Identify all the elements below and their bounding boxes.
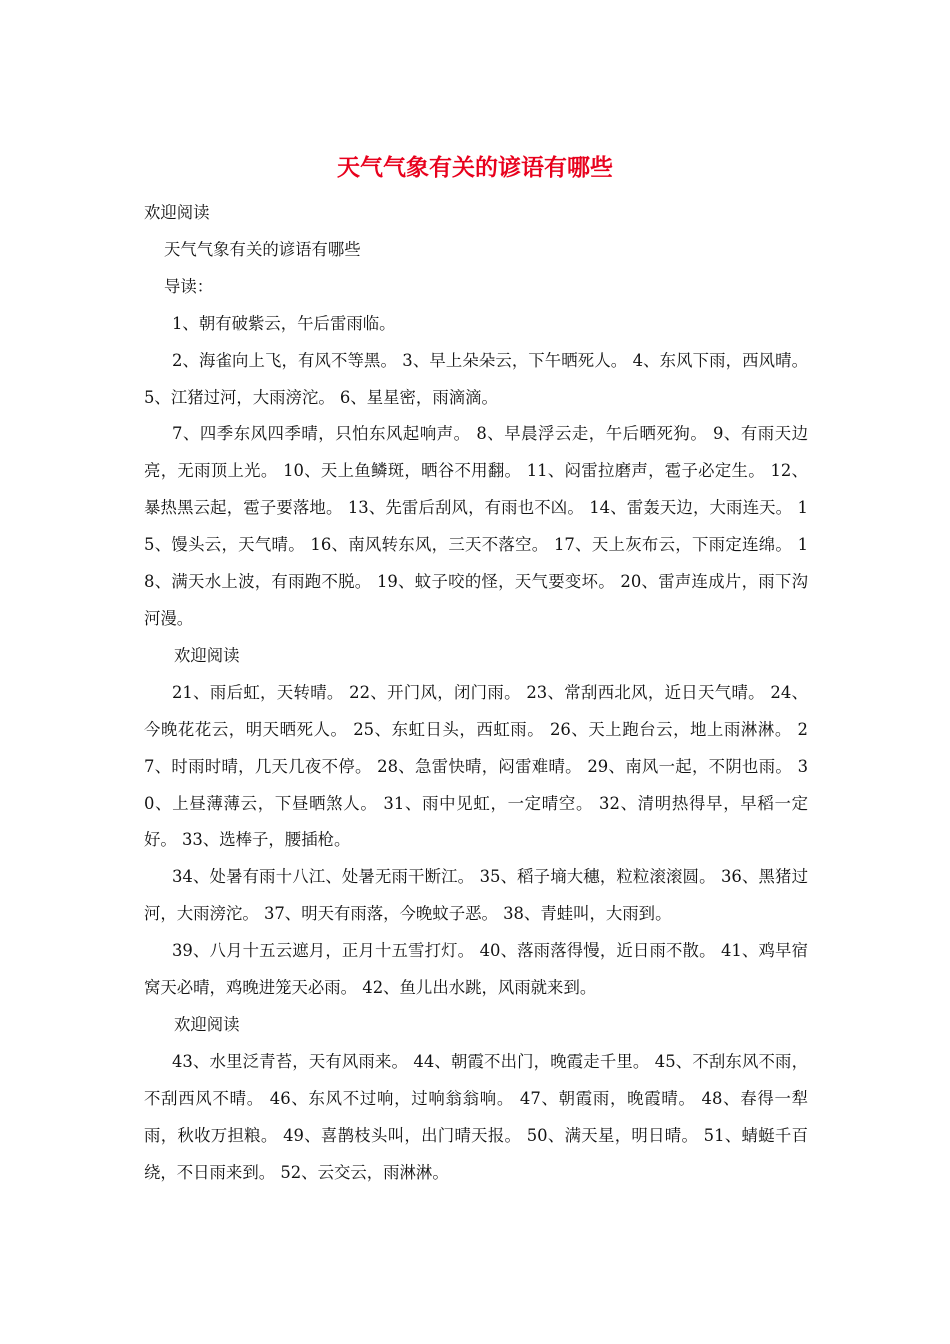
paragraph-proverb: 39、八月十五云遮月，正月十五雪打灯。 40、落雨落得慢，近日雨不散。 41、鸡早宿窝天必晴，鸡晚进笼天必雨。 42、鱼儿出水跳，风雨就来到。 [144,941,808,998]
paragraph-proverb: 43、水里泛青苔，天有风雨来。 44、朝霞不出门，晚霞走千里。 45、不刮东风不雨，不刮西风不晴。 46、东风不过响，过响翁翁响。 47、朝霞雨，晚霞晴。 48、春得一犁雨，秋收万担粮。 49、喜鹊枝头叫，出门晴天报。 50、满天星，明日晴。 51、蜻蜓千百绕，不日雨来到。 52、云交云，雨淋淋。 [144,1051,808,1182]
paragraph-proverb: 1、朝有破紫云，午后雷雨临。 [172,313,396,333]
paragraph-proverb: 21、雨后虹，天转晴。 22、开门风，闭门雨。 23、常刮西北风，近日天气晴。 24、今晚花花云，明天晒死人。 25、东虹日头，西虹雨。 26、天上跑台云，地上雨淋淋。 27、时雨时晴，几天几夜不停。 28、急雷快晴，闷雷难晴。 29、南风一起，不阴也雨。 30、上昼薄薄云，下昼晒煞人。 31、雨中见虹，一定晴空。 32、清明热得早，早稻一定好。 33、选棒子，腰插枪。 [144,682,808,850]
paragraph-intro-label: 导读： [164,276,214,296]
paragraph-subtitle: 天气气象有关的谚语有哪些 [164,239,361,259]
paragraph-proverb: 34、处暑有雨十八江、处暑无雨干断江。 35、稻子墒大穗，粒粒滚滚圆。 36、黑猪过河，大雨滂沱。 37、明天有雨落，今晚蚊子恶。 38、青蛙叫，大雨到。 [144,867,808,924]
paragraph-proverb: 2、海雀向上飞，有风不等黑。 3、早上朵朵云，下午晒死人。 4、东风下雨，西风晴。 5、江猪过河，大雨滂沱。 6、星星密，雨滴滴。 [144,350,808,407]
paragraph-welcome: 欢迎阅读 [174,1014,240,1034]
paragraph-proverb: 7、四季东风四季晴，只怕东风起响声。 8、早晨浮云走，午后晒死狗。 9、有雨天边亮，无雨顶上光。 10、天上鱼鳞斑，晒谷不用翻。 11、闷雷拉磨声，雹子必定生。 12、暴热黑云起，雹子要落地。 13、先雷后刮风，有雨也不凶。 14、雷轰天边，大雨连天。 15、馒头云，天气晴。 16、南风转东风，三天不落空。 17、天上灰布云，下雨定连绵。 18、满天水上波，有雨跑不脱。 19、蚊子咬的怪，天气要变坏。 20、雷声连成片，雨下沟河漫。 [144,424,808,628]
document-title: 天气气象有关的谚语有哪些 [337,154,613,181]
document-body [144,195,808,1191]
paragraph-welcome: 欢迎阅读 [174,645,240,665]
paragraph-welcome: 欢迎阅读 [144,203,210,222]
